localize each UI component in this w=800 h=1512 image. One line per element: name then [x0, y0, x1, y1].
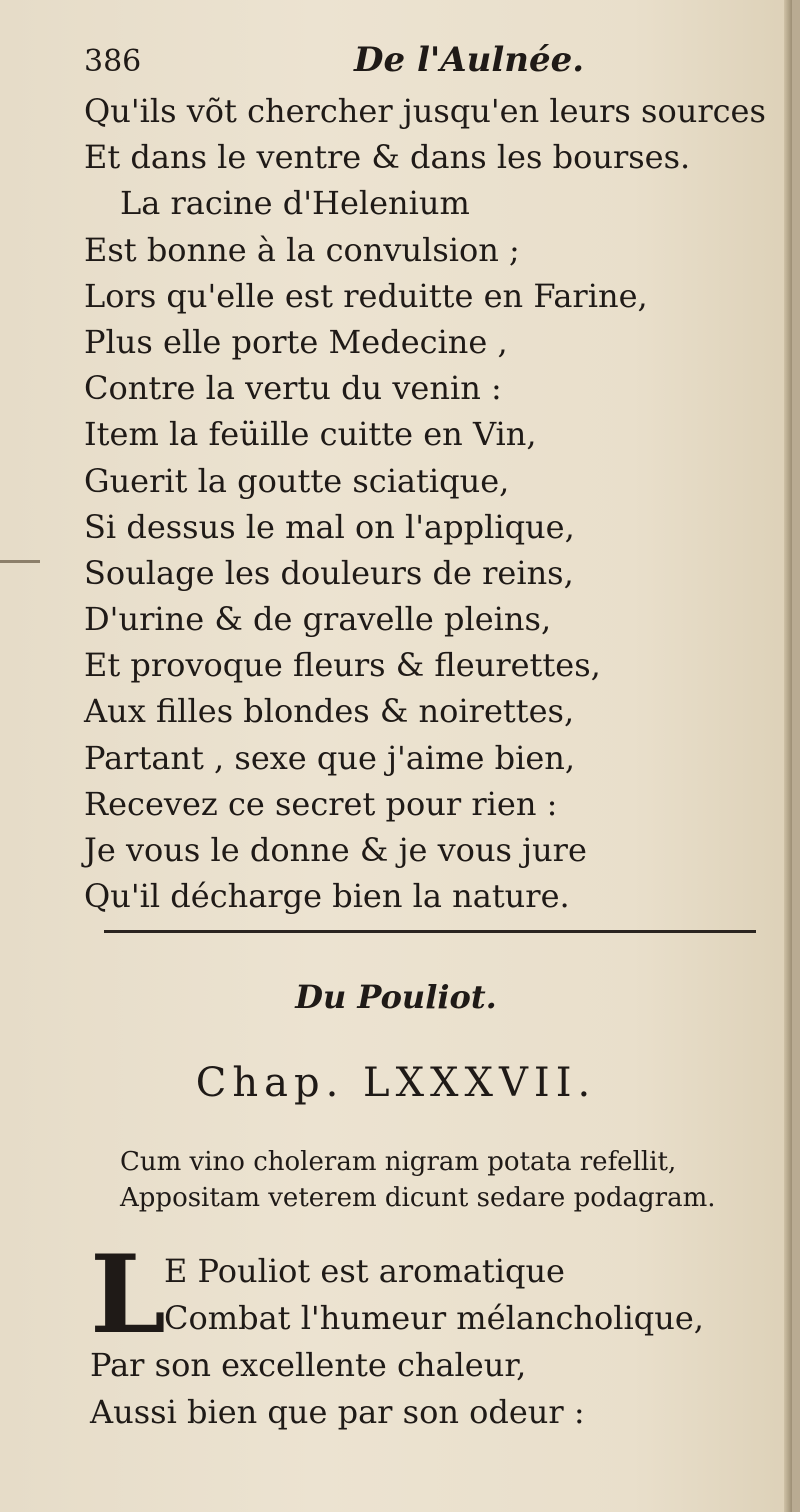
margin-mark [0, 560, 40, 563]
verse-line: La racine d'Helenium [120, 184, 470, 223]
verse-line: Item la feüille cuitte en Vin, [84, 415, 537, 454]
verse-body [90, 1232, 780, 1436]
verse-top [84, 88, 774, 919]
verse-line: Contre la vertu du venin : [84, 369, 502, 408]
chapter-heading: Chap. LXXXVII. [195, 1060, 597, 1106]
verse-line: Qu'ils võt chercher jusqu'en leurs sources [84, 92, 766, 130]
running-title: De l'Aulnée. [354, 40, 585, 80]
verse-line: Qu'il décharge bien la nature. [84, 877, 570, 916]
verse-line: Guerit la goutte sciatique, [84, 461, 510, 500]
verse-line: D'urine & de gravelle pleins, [84, 600, 552, 639]
verse-line: Partant , sexe que j'aime bien, [84, 738, 576, 777]
verse-line: Par son excellente chaleur, [90, 1346, 527, 1384]
drop-cap: L [90, 1232, 166, 1358]
verse-line: Combat l'humeur mélancholique, [164, 1299, 704, 1337]
verse-line: Aussi bien que par son odeur : [90, 1393, 585, 1431]
verse-line: Aux filles blondes & noirettes, [84, 692, 575, 731]
verse-line: Plus elle porte Medecine , [84, 322, 508, 361]
section-divider [104, 930, 756, 933]
verse-line: Je vous le donne & je vous jure [84, 831, 587, 869]
verse-line: Est bonne à la convulsion ; [84, 230, 520, 269]
epigraph-line: Appositam veterem dicunt sedare podagram. [120, 1183, 716, 1213]
verse-line: E Pouliot est aromatique [164, 1252, 565, 1290]
page-header [84, 38, 764, 82]
epigraph-line: Cum vino choleram nigram potata refellit, [120, 1147, 677, 1177]
verse-line: Recevez ce secret pour rien : [84, 784, 558, 823]
verse-line: Lors qu'elle est reduitte en Farine, [84, 276, 648, 315]
verse-line: Si dessus le mal on l'applique, [84, 507, 575, 546]
page-edge [784, 0, 792, 1512]
page-number: 386 [84, 44, 142, 79]
verse-line: Soulage les douleurs de reins, [84, 553, 574, 592]
section-title: Du Pouliot. [295, 978, 497, 1016]
verse-line: Et provoque fleurs & fleurettes, [84, 646, 601, 685]
latin-epigraph [120, 1144, 760, 1216]
verse-line: Et dans le ventre & dans les bourses. [84, 138, 691, 177]
